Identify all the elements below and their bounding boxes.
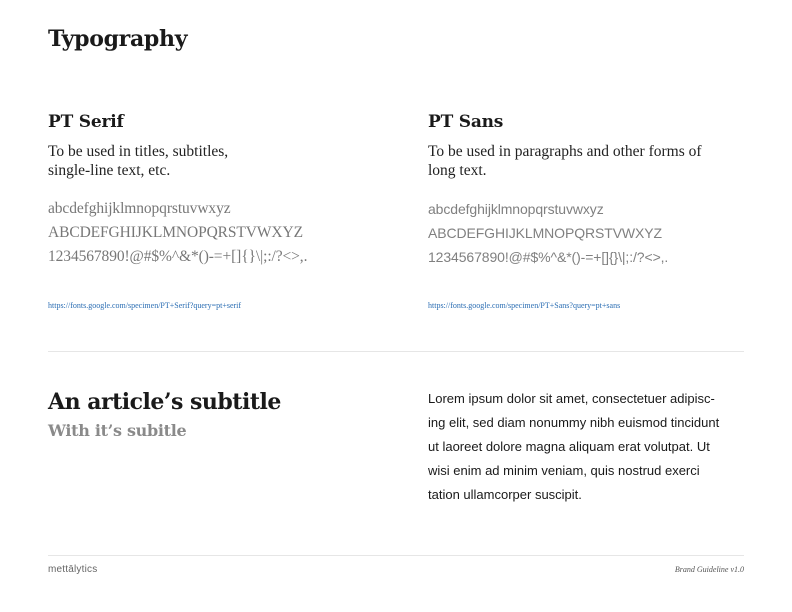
description-line: To be used in paragraphs and other forms of xyxy=(428,143,702,160)
glyph-samples xyxy=(48,197,368,269)
example-article-title: An article’s subtitle xyxy=(48,389,281,415)
document-version: Brand Guideline v1.0 xyxy=(674,565,744,574)
paragraph-line: Lorem ipsum dolor sit amet, consectetuer adipisc- xyxy=(428,391,715,406)
description-line: single-line text, etc. xyxy=(48,162,171,179)
glyph-symbols: 1234567890!@#$%^&*()-=+[]{}\|;:/?<>,. xyxy=(428,249,669,265)
font-name: PT Serif xyxy=(48,112,124,132)
description-line: To be used in titles, subtitles, xyxy=(48,143,229,160)
font-description xyxy=(48,142,368,180)
pt-serif-specimen-link[interactable]: https://fonts.google.com/specimen/PT+Serif?query=pt+serif xyxy=(48,301,242,310)
glyph-lowercase: abcdefghijklmnopqrstuvwxyz xyxy=(428,201,604,217)
paragraph-line: wisi enim ad minim veniam, quis nostrud exerci xyxy=(428,463,700,478)
paragraph-line: tation ullamcorper suscipit. xyxy=(428,487,582,502)
footer-divider xyxy=(48,555,744,556)
font-description xyxy=(428,142,748,180)
section-divider xyxy=(48,351,744,352)
font-name: PT Sans xyxy=(428,112,504,132)
brand-logo: mettālytics xyxy=(48,564,98,575)
glyph-uppercase: ABCDEFGHIJKLMNOPQRSTVWXYZ xyxy=(48,224,303,241)
example-paragraph xyxy=(428,387,748,507)
example-article-subtitle: With it’s subitle xyxy=(48,421,187,440)
paragraph-line: ing elit, sed diam nonummy nibh euismod tincidunt xyxy=(428,415,720,430)
paragraph-line: ut laoreet dolore magna aliquam erat volutpat. Ut xyxy=(428,439,710,454)
font-card-pt-sans xyxy=(428,110,748,269)
font-card-pt-serif xyxy=(48,110,368,269)
glyph-uppercase: ABCDEFGHIJKLMNOPQRSTVWXYZ xyxy=(428,225,662,241)
pt-sans-specimen-link[interactable]: https://fonts.google.com/specimen/PT+Sans?query=pt+sans xyxy=(428,301,621,310)
glyph-samples xyxy=(428,197,748,269)
description-line: long text. xyxy=(428,162,487,179)
glyph-symbols: 1234567890!@#$%^&*()-=+[]{}\|;:/?<>,. xyxy=(48,248,308,265)
page-title: Typography xyxy=(48,26,188,52)
glyph-lowercase: abcdefghijklmnopqrstuvwxyz xyxy=(48,200,231,217)
